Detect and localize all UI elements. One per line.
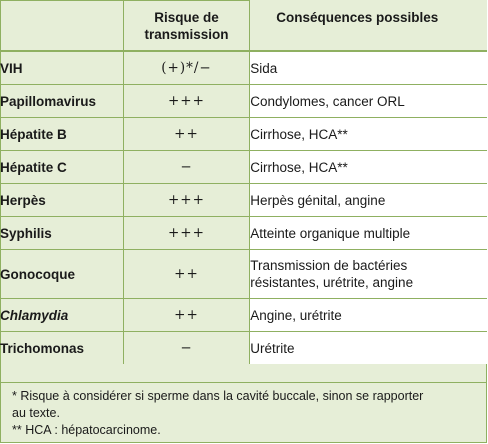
table-row-trichomonas — [0, 332, 487, 365]
transmission-risk: ++ — [123, 250, 250, 299]
header-name — [0, 0, 123, 51]
possible-consequence: Urétrite — [250, 332, 487, 365]
possible-consequence: Atteinte organique multiple — [250, 217, 487, 250]
table-footnotes — [0, 382, 487, 439]
footnote-hca: ** HCA : hépatocarcinome. — [12, 423, 161, 437]
header-risk — [123, 0, 250, 51]
possible-consequence: Condylomes, cancer ORL — [250, 85, 487, 118]
infection-name: Herpès — [0, 184, 123, 217]
table-row-syphilis — [0, 217, 487, 250]
consequence-line-2: résistantes, urétrite, angine — [250, 275, 414, 290]
infection-name: Hépatite C — [0, 151, 123, 184]
table-row-vih — [0, 51, 487, 85]
table-row-papillomavirus — [0, 85, 487, 118]
infection-name: Chlamydia — [0, 299, 123, 332]
header-risk-line1: Risque de — [154, 10, 219, 25]
consequence-line-1: Transmission de bactéries — [250, 258, 408, 273]
possible-consequence: Angine, urétrite — [250, 299, 487, 332]
transmission-risk: − — [123, 332, 250, 365]
table-row-hepatite-c — [0, 151, 487, 184]
footnote-risk-line1: * Risque à considérer si sperme dans la cavité buccale, sinon se rapporter — [12, 389, 424, 403]
transmission-risk: ++ — [123, 299, 250, 332]
transmission-risk: +++ — [123, 85, 250, 118]
possible-consequence: Cirrhose, HCA** — [250, 118, 487, 151]
infection-name: VIH — [0, 51, 123, 85]
infection-name: Trichomonas — [0, 332, 123, 365]
transmission-risk: ++ — [123, 118, 250, 151]
transmission-risk: +++ — [123, 184, 250, 217]
possible-consequence — [250, 250, 487, 299]
possible-consequence: Sida — [250, 51, 487, 85]
infection-name: Gonocoque — [0, 250, 123, 299]
possible-consequence: Cirrhose, HCA** — [250, 151, 487, 184]
header-consequences — [250, 0, 487, 51]
table-row-gonocoque — [0, 250, 487, 299]
table-header-row — [0, 0, 487, 51]
transmission-risk: +++ — [123, 217, 250, 250]
infection-name: Papillomavirus — [0, 85, 123, 118]
table-row-chlamydia — [0, 299, 487, 332]
transmission-risk: − — [123, 151, 250, 184]
header-risk-line2: transmission — [144, 27, 229, 42]
header-consequences-label: Conséquences possibles — [276, 10, 439, 25]
possible-consequence: Herpès génital, angine — [250, 184, 487, 217]
table-row-hepatite-b — [0, 118, 487, 151]
footnote-risk-line2: au texte. — [12, 406, 60, 420]
transmission-risk: (+)*/− — [123, 51, 250, 85]
infection-name: Syphilis — [0, 217, 123, 250]
infection-name: Hépatite B — [0, 118, 123, 151]
table-row-herpes — [0, 184, 487, 217]
